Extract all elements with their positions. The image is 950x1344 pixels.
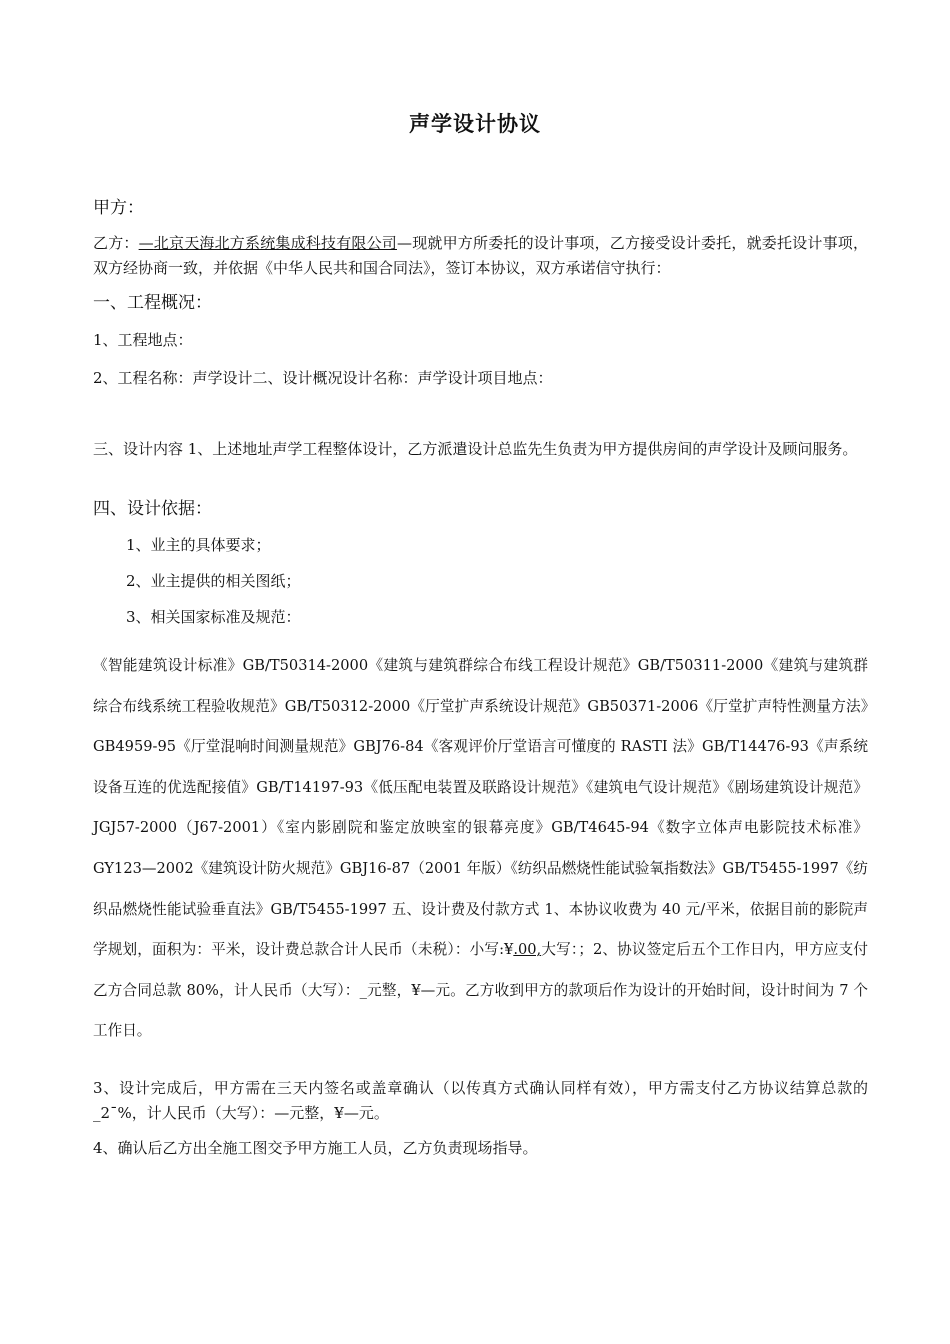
project-location-item: 1、工程地点： (93, 331, 193, 349)
payment-terms-text: 大写：；2、协议签定后五个工作日内，甲方应支付乙方合同总款 80%，计人民币（大写）：_元整，¥—元。乙方收到甲方的款项后作为设计的开始时间，设计时间为 7 个工作日。 (93, 941, 868, 1040)
section-4-heading: 四、设计依据： (93, 499, 212, 519)
party-b-paragraph (93, 231, 868, 281)
clause-3-paragraph: 3、设计完成后，甲方需在三天内签名或盖章确认（以传真方式确认同样有效），甲方需支付乙方协议结算总款的_2ˉ%，计人民币（大写）：—元整，¥—元。 (93, 1079, 868, 1122)
party-b-dash-right: — (397, 234, 412, 252)
project-name-item: 2、工程名称：声学设计二、设计概况设计名称：声学设计项目地点： (93, 369, 553, 387)
standards-and-payment-paragraph (93, 646, 868, 1052)
party-b-text: 现就甲方所委托的设计事项，乙方接受设计委托，就委托设计事项，双方经协商一致，并依据《中华人民共和国合同法》，签订本协议，双方承诺信守执行： (93, 234, 868, 277)
basis-item: 1、业主的具体要求； (126, 536, 271, 554)
basis-item: 2、业主提供的相关图纸； (126, 572, 301, 590)
party-b-company-name: 北京天海北方系统集成科技有限公司 (153, 234, 397, 252)
fee-amount-lowercase: .00, (513, 941, 542, 959)
party-a-label: 甲方： (93, 198, 144, 218)
document-title: 声学设计协议 (409, 112, 541, 136)
standards-text: 《智能建筑设计标准》GB/T50314-2000《建筑与建筑群综合布线工程设计规范》GB/T50311-2000《建筑与建筑群综合布线系统工程验收规范》GB/T50312-2000《厅堂扩声系统设计规范》GB50371-2006《厅堂扩声特性测量方法》GB4959-95《厅堂混响时间测量规范》GBJ76-84《客观评价厅堂语言可懂度的 RASTI 法》GB/T14476-93《声系统设备互连的优选配接值》GB/T14197-93《低压配电装置及联路设计规范》《建筑电气设计规范》《剧场建筑设计规范》JGJ57-2000（J67-2001）《室内影剧院和鉴定放映室的银幕亮度》GB/T4645-94《数字立体声电影院技术标准》GY123—2002《建筑设计防火规范》GBJ16-87（2001 年版）《纺织品燃烧性能试验氧指数法》GB/T5455-1997《纺织品燃烧性能试验垂直法》GB/T5455-1997 五、设计费及付款方式 1、本协议收费为 40 元/平米，依据目前的影院声学规划，面积为：平米，设计费总款合计人民币（未税）：小写:¥ (93, 657, 868, 959)
section-1-heading: 一、工程概况： (93, 293, 212, 313)
clause-4-paragraph: 4、确认后乙方出全施工图交予甲方施工人员，乙方负责现场指导。 (93, 1139, 538, 1157)
basis-item: 3、相关国家标准及规范： (126, 608, 301, 626)
party-b-dash-left: — (138, 234, 154, 252)
section-3-paragraph: 三、设计内容 1、上述地址声学工程整体设计，乙方派遣设计总监先生负责为甲方提供房间的声学设计及顾问服务。 (93, 440, 858, 458)
party-b-prefix: 乙方： (93, 234, 139, 252)
